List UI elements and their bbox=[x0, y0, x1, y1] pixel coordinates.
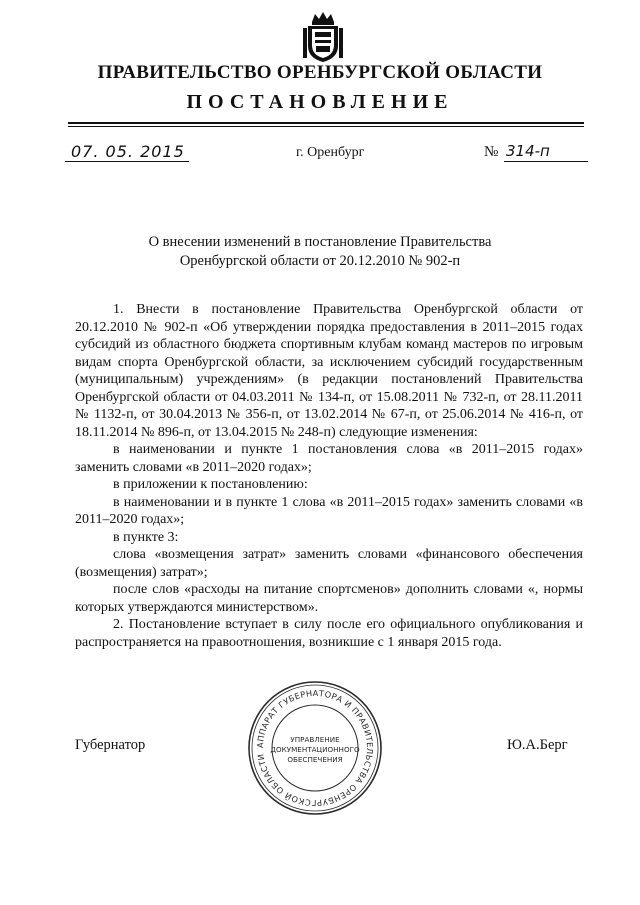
paragraph-3: в приложении к постановлению: bbox=[113, 477, 308, 492]
document-number bbox=[484, 142, 588, 164]
subject-line-1: О внесении изменений в постановление Правительства bbox=[148, 234, 492, 250]
paragraph-5: в пункте 3: bbox=[113, 529, 179, 545]
paragraph-2: в наименовании и пункте 1 постановления слова «в 2011–2015 годах» заменить словами «в 2011–2020 годах»; bbox=[75, 442, 583, 475]
government-name: ПРАВИТЕЛЬСТВО ОРЕНБУРГСКОЙ ОБЛАСТИ bbox=[97, 62, 543, 83]
coat-of-arms-icon bbox=[302, 10, 344, 64]
signer-position: Губернатор bbox=[75, 737, 146, 753]
stamp-ring-text: АППАРАТ ГУБЕРНАТОРА И ПРАВИТЕЛЬСТВА ОРЕНБУРГСКОЙ ОБЛАСТИ bbox=[254, 687, 376, 809]
paragraph-7: после слов «расходы на питание спортсменов» дополнить словами «, нормы которых утверждаются министерством». bbox=[75, 582, 583, 615]
document-city: г. Оренбург bbox=[296, 145, 365, 160]
stamp-line-2: ДОКУМЕНТАЦИОННОГО bbox=[270, 745, 360, 754]
stamp-line-1: УПРАВЛЕНИЕ bbox=[290, 735, 340, 744]
document-subject bbox=[0, 233, 640, 271]
paragraph-1: 1. Внести в постановление Правительства Оренбургской области от 20.12.2010 № 902-п «Об утверждении порядка предоставления в 2011–2015 годах субсидий из областного бюджета спортивным клубам команд мастеров по игровым видам спорта Оренбургской области, за исключением субсидий государственным (муниципальным) учреждениям» (в редакции постановлений Правительства Оренбургской области от 04.03.2011 № 134-п, от 15.08.2011 № 732-п, от 28.11.2011 № 1132-п, от 30.04.2013 № 356-п, от 13.02.2014 № 67-п, от 25.06.2014 № 416-п, от 18.11.2014 № 896-п, от 13.04.2015 № 248-п) следующие изменения: bbox=[75, 302, 583, 440]
document-date bbox=[65, 142, 189, 164]
stamp-line-3: ОБЕСПЕЧЕНИЯ bbox=[287, 755, 343, 764]
subject-line-2: Оренбургской области от 20.12.2010 № 902-п bbox=[179, 253, 461, 269]
number-value: 314-п bbox=[506, 142, 550, 160]
signer-name: Ю.А.Берг bbox=[507, 737, 568, 753]
document-type: ПОСТАНОВЛЕНИЕ bbox=[186, 91, 454, 113]
number-label: № bbox=[484, 144, 499, 160]
date-underline bbox=[65, 161, 189, 162]
paragraph-6: слова «возмещения затрат» заменить словами «финансового обеспечения (возмещения) затрат»; bbox=[75, 547, 583, 580]
document-body bbox=[75, 301, 583, 651]
header-divider-thick bbox=[68, 122, 584, 124]
header-divider-thin bbox=[68, 126, 584, 127]
paragraph-8: 2. Постановление вступает в силу после его официального опубликования и распространяется на правоотношения, возникшие с 1 января 2015 года. bbox=[75, 617, 583, 650]
number-underline bbox=[504, 161, 588, 162]
document-date-value: 07. 05. 2015 bbox=[71, 142, 185, 161]
paragraph-4: в наименовании и в пункте 1 слова «в 2011–2015 годах» заменить словами «в 2011–2020 годах»; bbox=[75, 494, 583, 527]
official-stamp bbox=[247, 680, 383, 816]
